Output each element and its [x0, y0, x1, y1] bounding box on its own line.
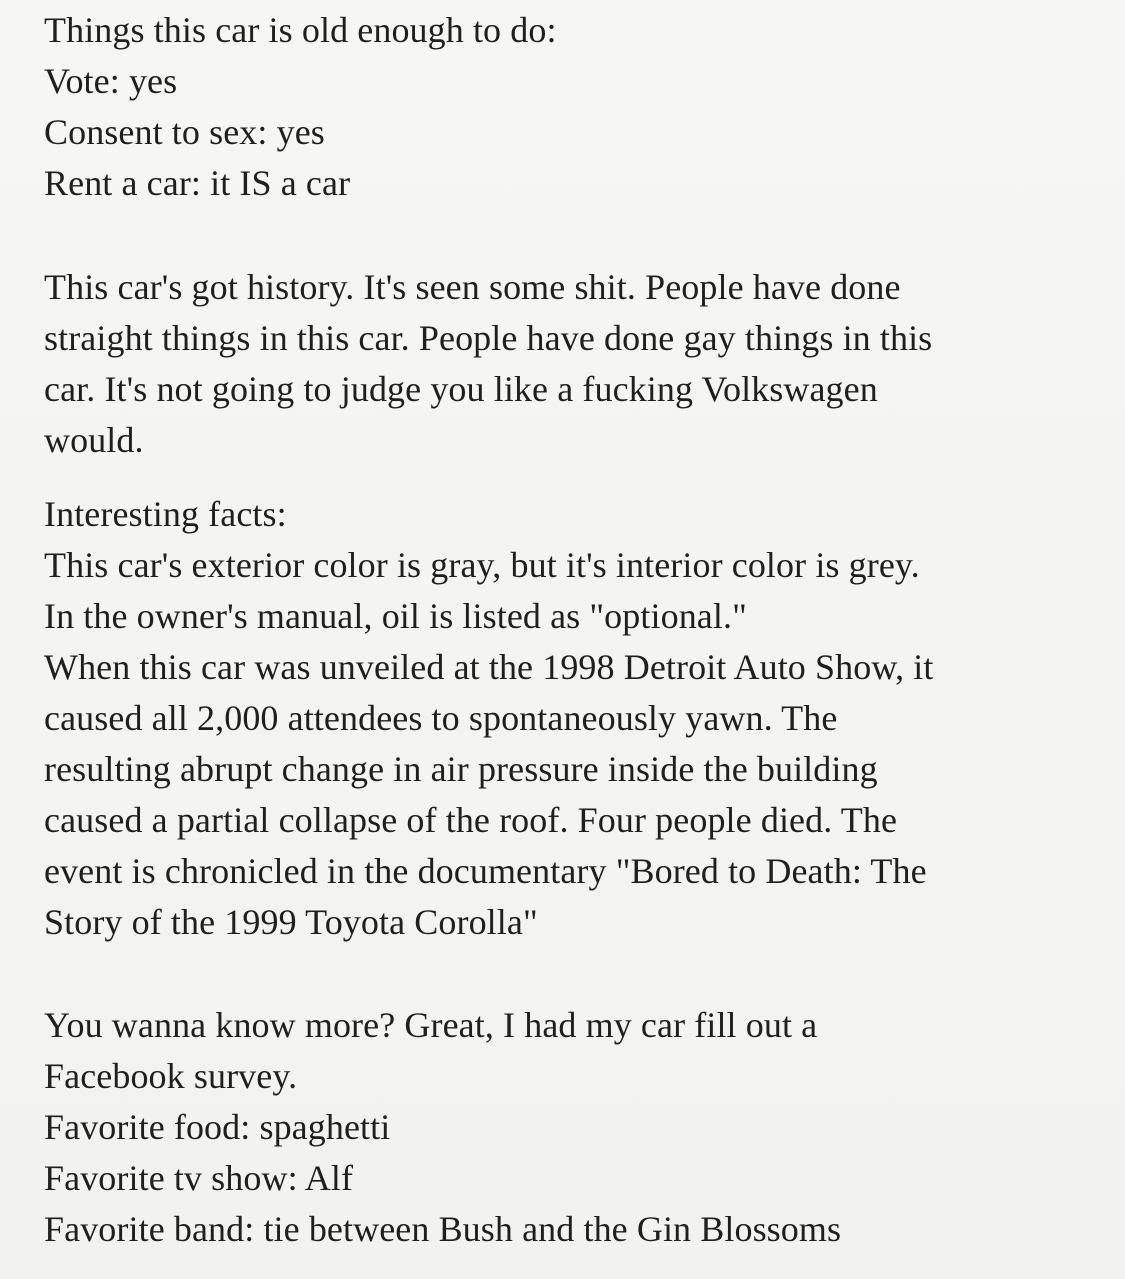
text-line: You wanna know more? Great, I had my car fill out a — [44, 1005, 818, 1045]
text-line: straight things in this car. People have done gay things in this — [44, 318, 933, 358]
text-line: Consent to sex: yes — [44, 112, 325, 152]
text-line: This car's exterior color is gray, but it's interior color is grey. — [44, 545, 920, 585]
text-line: caused a partial collapse of the roof. Four people died. The — [44, 800, 898, 840]
text-line: event is chronicled in the documentary "Bored to Death: The — [44, 851, 927, 891]
text-line: This car's got history. It's seen some shit. People have done — [44, 267, 901, 307]
text-line: Things this car is old enough to do: — [44, 10, 557, 50]
text-line: Facebook survey. — [44, 1056, 298, 1096]
text-line: resulting abrupt change in air pressure inside the building — [44, 749, 878, 789]
text-line: Rent a car: it IS a car — [44, 163, 351, 203]
text-line: Interesting facts: — [44, 494, 287, 534]
text-line: car. It's not going to judge you like a fucking Volkswagen — [44, 369, 878, 409]
text-line: In the owner's manual, oil is listed as "optional." — [44, 596, 747, 636]
text-line: caused all 2,000 attendees to spontaneously yawn. The — [44, 698, 838, 738]
text-line: Favorite band: tie between Bush and the Gin Blossoms — [44, 1209, 842, 1249]
text-line: Story of the 1999 Toyota Corolla" — [44, 902, 538, 942]
text-line: When this car was unveiled at the 1998 Detroit Auto Show, it — [44, 647, 934, 687]
text-line: would. — [44, 420, 144, 460]
text-line: Vote: yes — [44, 61, 178, 101]
text-line: Favorite tv show: Alf — [44, 1158, 354, 1198]
text-line: Favorite food: spaghetti — [44, 1107, 391, 1147]
